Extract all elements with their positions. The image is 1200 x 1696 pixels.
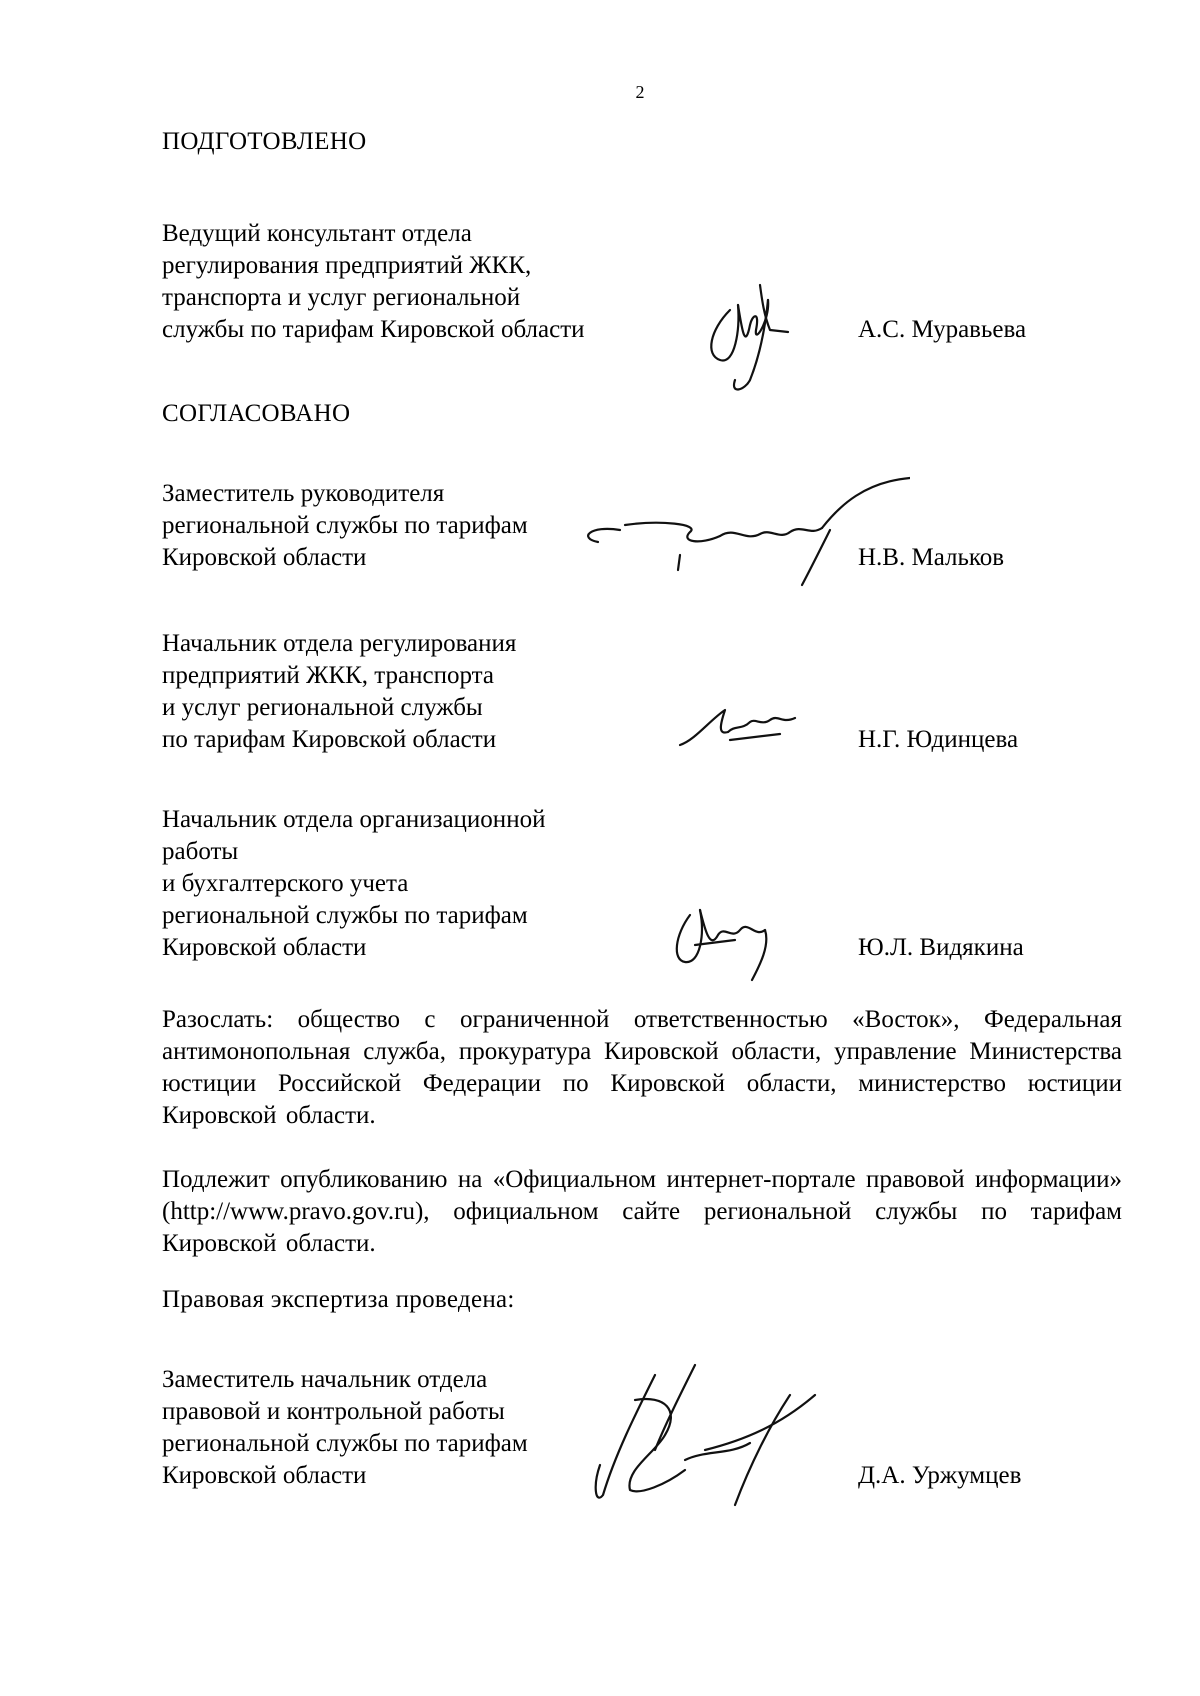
agreed-name-1: Н.В. Мальков bbox=[858, 544, 1005, 571]
legal-review-heading: Правовая экспертиза проведена: bbox=[162, 1286, 515, 1313]
agreed-name-2: Н.Г. Юдинцева bbox=[858, 726, 1019, 753]
agreed-position-2: Начальник отдела регулирования предприятий ЖКК, транспорта и услуг региональной службы по тарифам Кировской области bbox=[162, 630, 517, 753]
prepared-position: Ведущий консультант отдела регулирования предприятий ЖКК, транспорта и услуг региональной службы по тарифам Кировской области bbox=[162, 220, 585, 343]
signature-vidyakina bbox=[660, 890, 810, 990]
legal-review-name: Д.А. Уржумцев bbox=[858, 1462, 1022, 1489]
signature-malkov bbox=[570, 470, 910, 600]
prepared-heading: ПОДГОТОВЛЕНО bbox=[162, 128, 367, 155]
distribution-paragraph: Разослать: общество с ограниченной ответственностью «Восток», Федеральная антимонопольная служба, прокуратура Кировской области, управление Министерства юстиции Российской Федерации по Кировской области, министерство юстиции Кировской области. bbox=[162, 1006, 1122, 1129]
agreed-heading: СОГЛАСОВАНО bbox=[162, 400, 351, 427]
page-number: 2 bbox=[635, 82, 645, 102]
signature-urzhumtsev bbox=[555, 1355, 835, 1515]
signature-muravyeva bbox=[690, 270, 810, 400]
signature-yudintseva bbox=[670, 690, 830, 760]
legal-review-position: Заместитель начальник отдела правовой и контрольной работы региональной службы по тарифам Кировской области bbox=[162, 1366, 528, 1489]
publication-paragraph: Подлежит опубликованию на «Официальном интернет-портале правовой информации» (http://www.pravo.gov.ru), официальном сайте региональной службы по тарифам Кировской области. bbox=[162, 1166, 1122, 1257]
prepared-name: А.С. Муравьева bbox=[858, 316, 1027, 343]
agreed-name-3: Ю.Л. Видякина bbox=[858, 934, 1024, 961]
agreed-position-1: Заместитель руководителя региональной службы по тарифам Кировской области bbox=[162, 480, 528, 571]
agreed-position-3: Начальник отдела организационной работы и бухгалтерского учета региональной службы по тарифам Кировской области bbox=[162, 806, 546, 961]
